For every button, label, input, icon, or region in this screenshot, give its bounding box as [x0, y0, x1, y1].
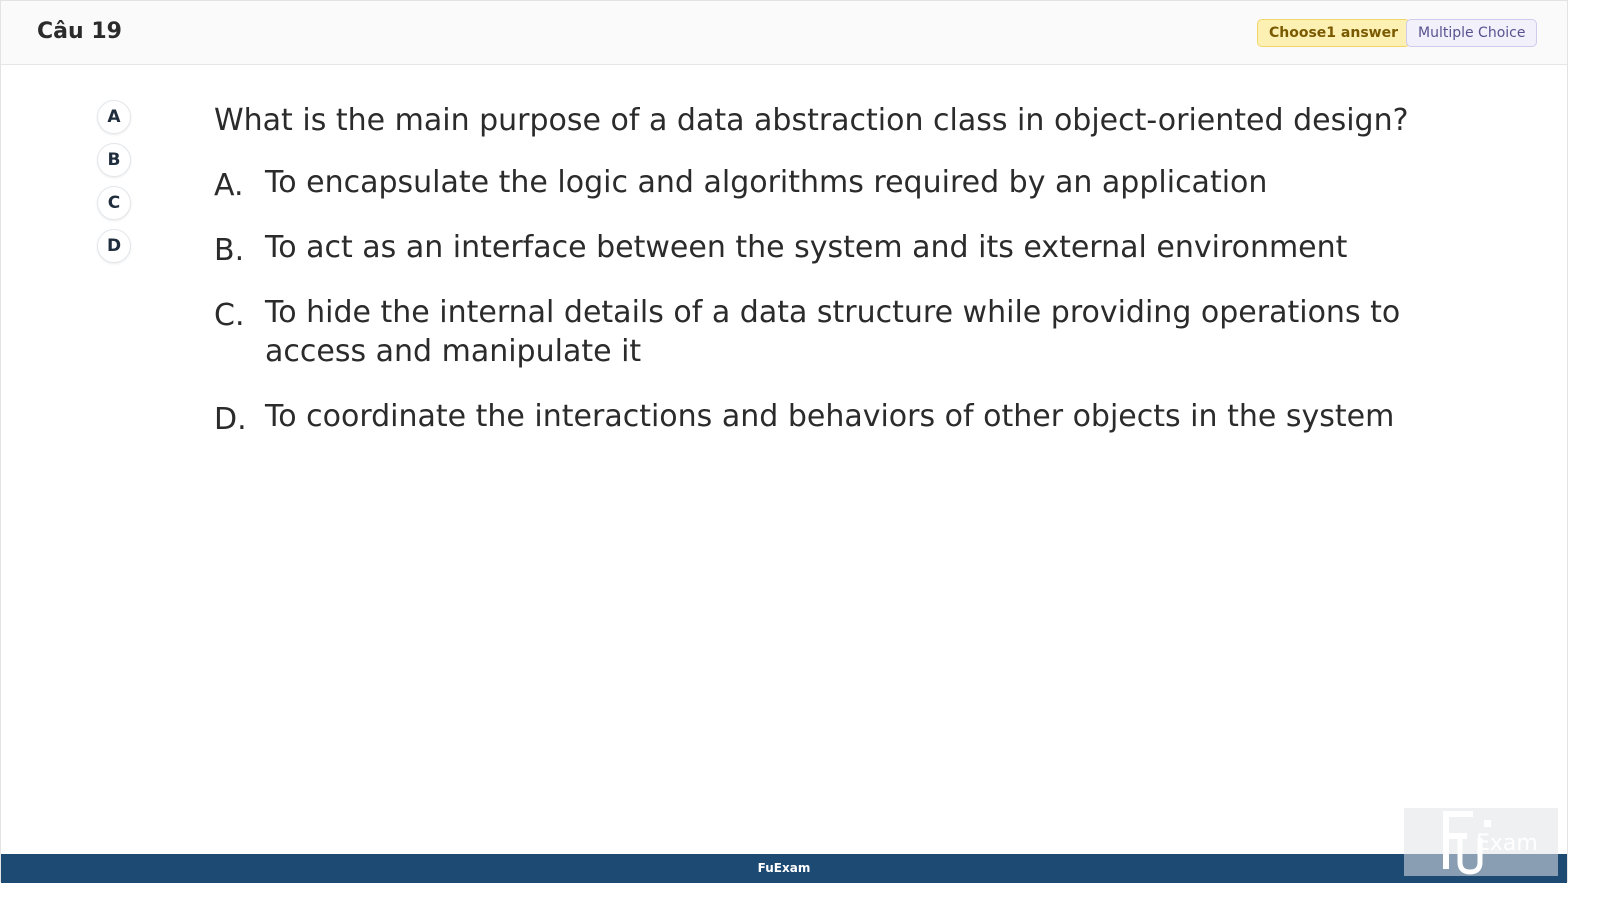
- answer-nav-button-a[interactable]: A: [97, 100, 131, 134]
- question-number: Câu 19: [37, 19, 122, 44]
- logo-icon: [1404, 808, 1558, 876]
- option-text: To encapsulate the logic and algorithms required by an application: [265, 165, 1268, 200]
- option-letter: B.: [214, 233, 245, 268]
- option-text: To act as an interface between the system and its external environment: [265, 230, 1348, 265]
- option-letter: A.: [214, 168, 244, 203]
- option-letter: D.: [214, 402, 247, 437]
- question-type-badge: Multiple Choice: [1406, 19, 1537, 47]
- option-text: To coordinate the interactions and behaviors of other objects in the system: [265, 399, 1395, 434]
- question-header: [1, 1, 1567, 65]
- answer-nav-button-b[interactable]: B: [97, 143, 131, 177]
- footer-bar: [1, 854, 1567, 883]
- answer-nav: [97, 100, 131, 272]
- answer-nav-button-c[interactable]: C: [97, 186, 131, 220]
- question-content: [214, 101, 1504, 462]
- option-a[interactable]: [214, 163, 1504, 202]
- option-d[interactable]: [214, 397, 1504, 436]
- option-c[interactable]: [214, 293, 1504, 371]
- footer-brand: FuExam: [757, 861, 811, 875]
- watermark-text: Exam: [1476, 831, 1538, 856]
- option-text: To hide the internal details of a data structure while providing operations to access and manipulate it: [265, 295, 1401, 369]
- option-b[interactable]: [214, 228, 1504, 267]
- answer-nav-button-d[interactable]: D: [97, 229, 131, 263]
- option-letter: C.: [214, 298, 245, 333]
- choose-one-badge: Choose1 answer: [1257, 19, 1410, 47]
- question-text: What is the main purpose of a data abstraction class in object-oriented design?: [214, 103, 1409, 138]
- fuexam-logo-watermark: [1404, 808, 1558, 876]
